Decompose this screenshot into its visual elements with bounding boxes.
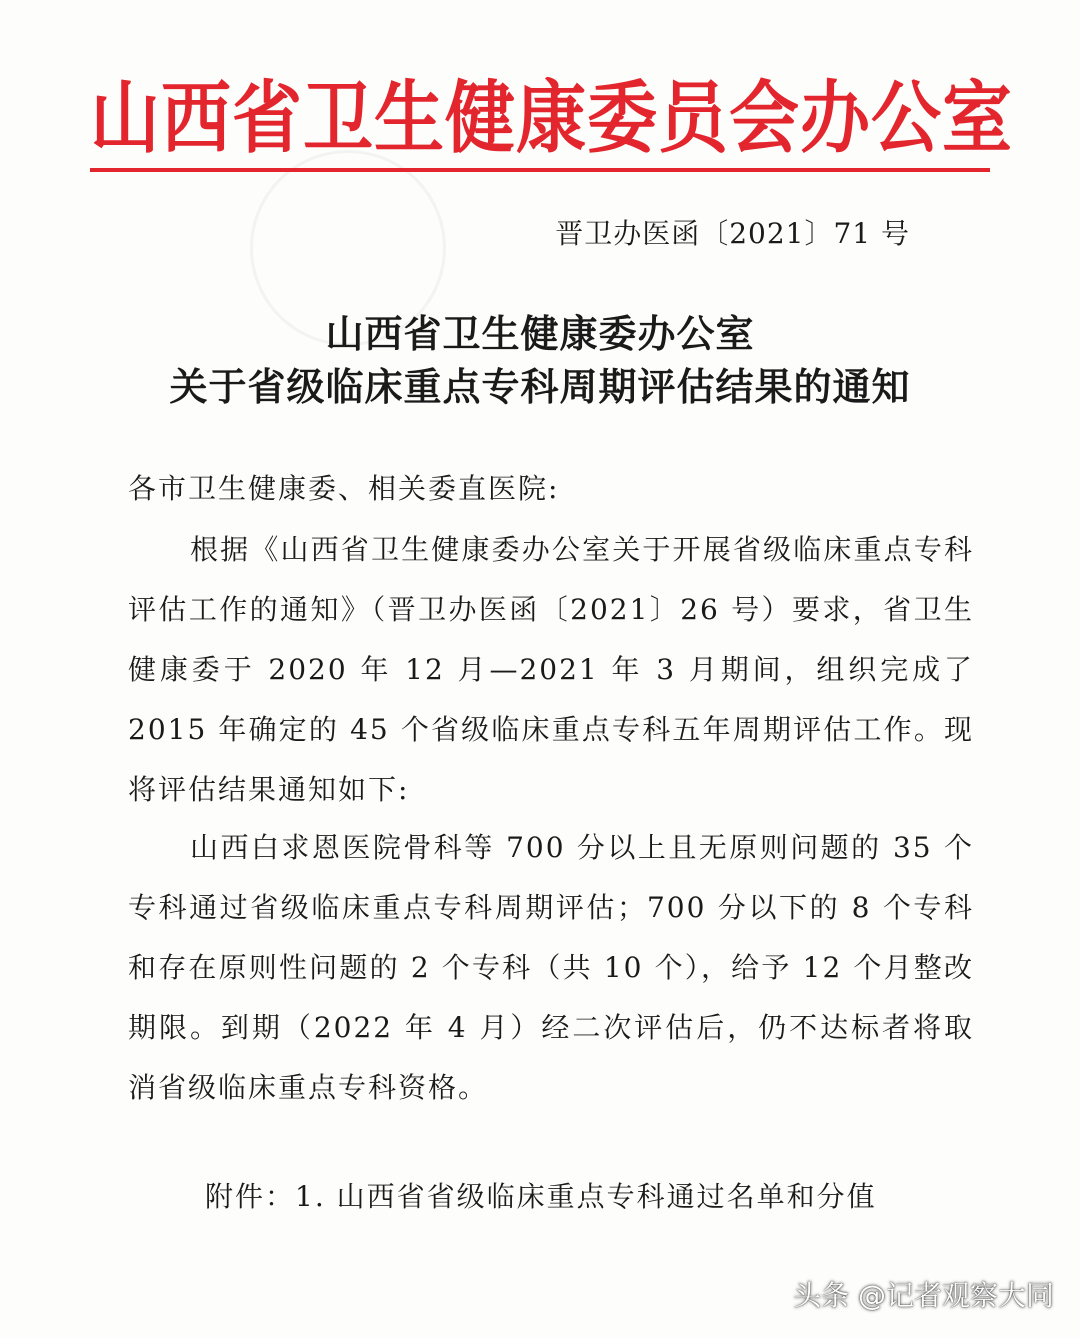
document-number: 晋卫办医函〔2021〕71 号 bbox=[555, 217, 910, 250]
body-paragraph-1: 根据《山西省卫生健康委办公室关于开展省级临床重点专科评估工作的通知》（晋卫办医函〔2021〕26 号）要求，省卫生健康委于 2020 年 12 月—2021 年 3 月期间，组织完成了 2015 年确定的 45 个省级临床重点专科五年周期评估工作。现将评估结果通知如下: bbox=[128, 533, 974, 806]
attachment-line: 附件：1. 山西省省级临床重点专科通过名单和分值 bbox=[205, 1180, 877, 1213]
document-title-line1: 山西省卫生健康委办公室 bbox=[325, 311, 755, 356]
salutation: 各市卫生健康委、相关委直医院: bbox=[128, 472, 560, 505]
body-paragraph-2: 山西白求恩医院骨科等 700 分以上且无原则问题的 35 个专科通过省级临床重点专科周期评估；700 分以下的 8 个专科和存在原则性问题的 2 个专科（共 10 个），给予 12 个月整改期限。到期（2022 年 4 月）经二次评估后，仍不达标者将取消省级临床重点专科资格。 bbox=[128, 831, 974, 1104]
letterhead-title: 山西省卫生健康委员会办公室 bbox=[90, 70, 1013, 164]
source-watermark: 头条 @记者观察大同 bbox=[793, 1279, 1054, 1312]
letterhead-red-rule bbox=[90, 168, 990, 172]
document-title-line2: 关于省级临床重点专科周期评估结果的通知 bbox=[169, 364, 911, 409]
